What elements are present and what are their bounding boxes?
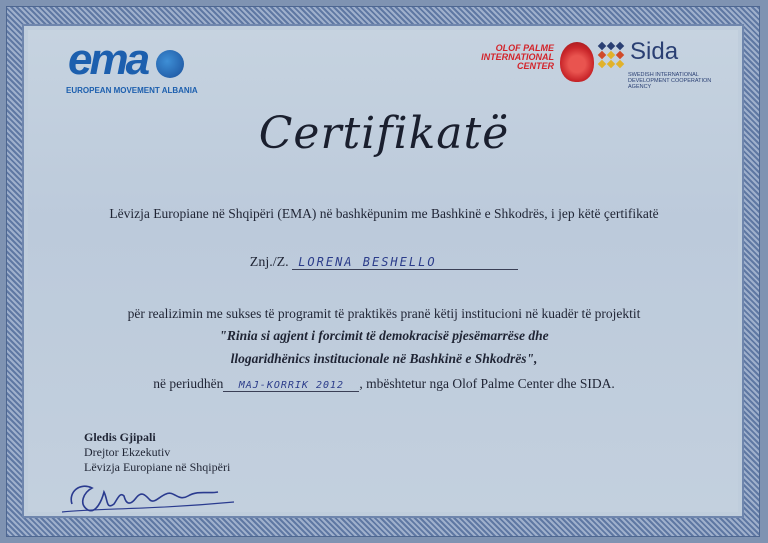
recipient-name: LORENA BESHELLO [292, 255, 518, 270]
signatory-name: Gledis Gjipali [84, 430, 156, 444]
opc-line-1: OLOF PALME [495, 43, 554, 53]
sida-logo [596, 38, 722, 98]
opc-line-3: CENTER [516, 61, 554, 71]
recipient-row [0, 255, 768, 271]
intro-text: Lëvizja Europiane në Shqipëri (EMA) në bashkëpunim me Bashkinë e Shkodrës, i jep këtë çertifikatë [109, 206, 659, 221]
ema-logo-word: ema [68, 35, 148, 84]
ema-logo-subtitle: EUROPEAN MOVEMENT ALBANIA [66, 86, 198, 95]
period-value: MAJ-KORRIK 2012 [223, 380, 359, 392]
certificate-title: Certifikatë [258, 108, 510, 159]
portrait-icon [560, 42, 594, 82]
period-prefix: në periudhën [153, 376, 224, 391]
opc-line-2: INTERNATIONAL [481, 52, 554, 62]
signatory-org: Lëvizja Europiane në Shqipëri [84, 460, 231, 474]
signatory-role: Drejtor Ekzekutiv [84, 445, 171, 459]
recipient-prefix: Znj./Z. [249, 255, 289, 270]
signatory-block [84, 430, 230, 475]
handwritten-signature [58, 474, 238, 518]
globe-icon [156, 50, 184, 78]
olof-palme-text [481, 44, 554, 71]
ema-logo [64, 36, 204, 108]
sida-wordmark: Sida [630, 38, 679, 65]
project-title-line-2: llogaridhënics institucionale në Bashkinë e Shkodrës", [230, 351, 538, 366]
period-row [0, 376, 768, 392]
body-text: për realizimin me sukses të programit të praktikës pranë këtij institucioni në kuadër të projektit [127, 306, 641, 321]
sida-mark-icon [596, 40, 626, 70]
period-suffix: , mbështetur nga Olof Palme Center dhe SIDA. [359, 376, 615, 391]
olof-palme-logo [468, 42, 598, 90]
project-title-line-1: "Rinia si agjent i forcimit të demokracisë pjesëmarrëse dhe [219, 328, 549, 343]
sida-subtitle: SWEDISH INTERNATIONAL DEVELOPMENT COOPERATION AGENCY [628, 72, 712, 90]
